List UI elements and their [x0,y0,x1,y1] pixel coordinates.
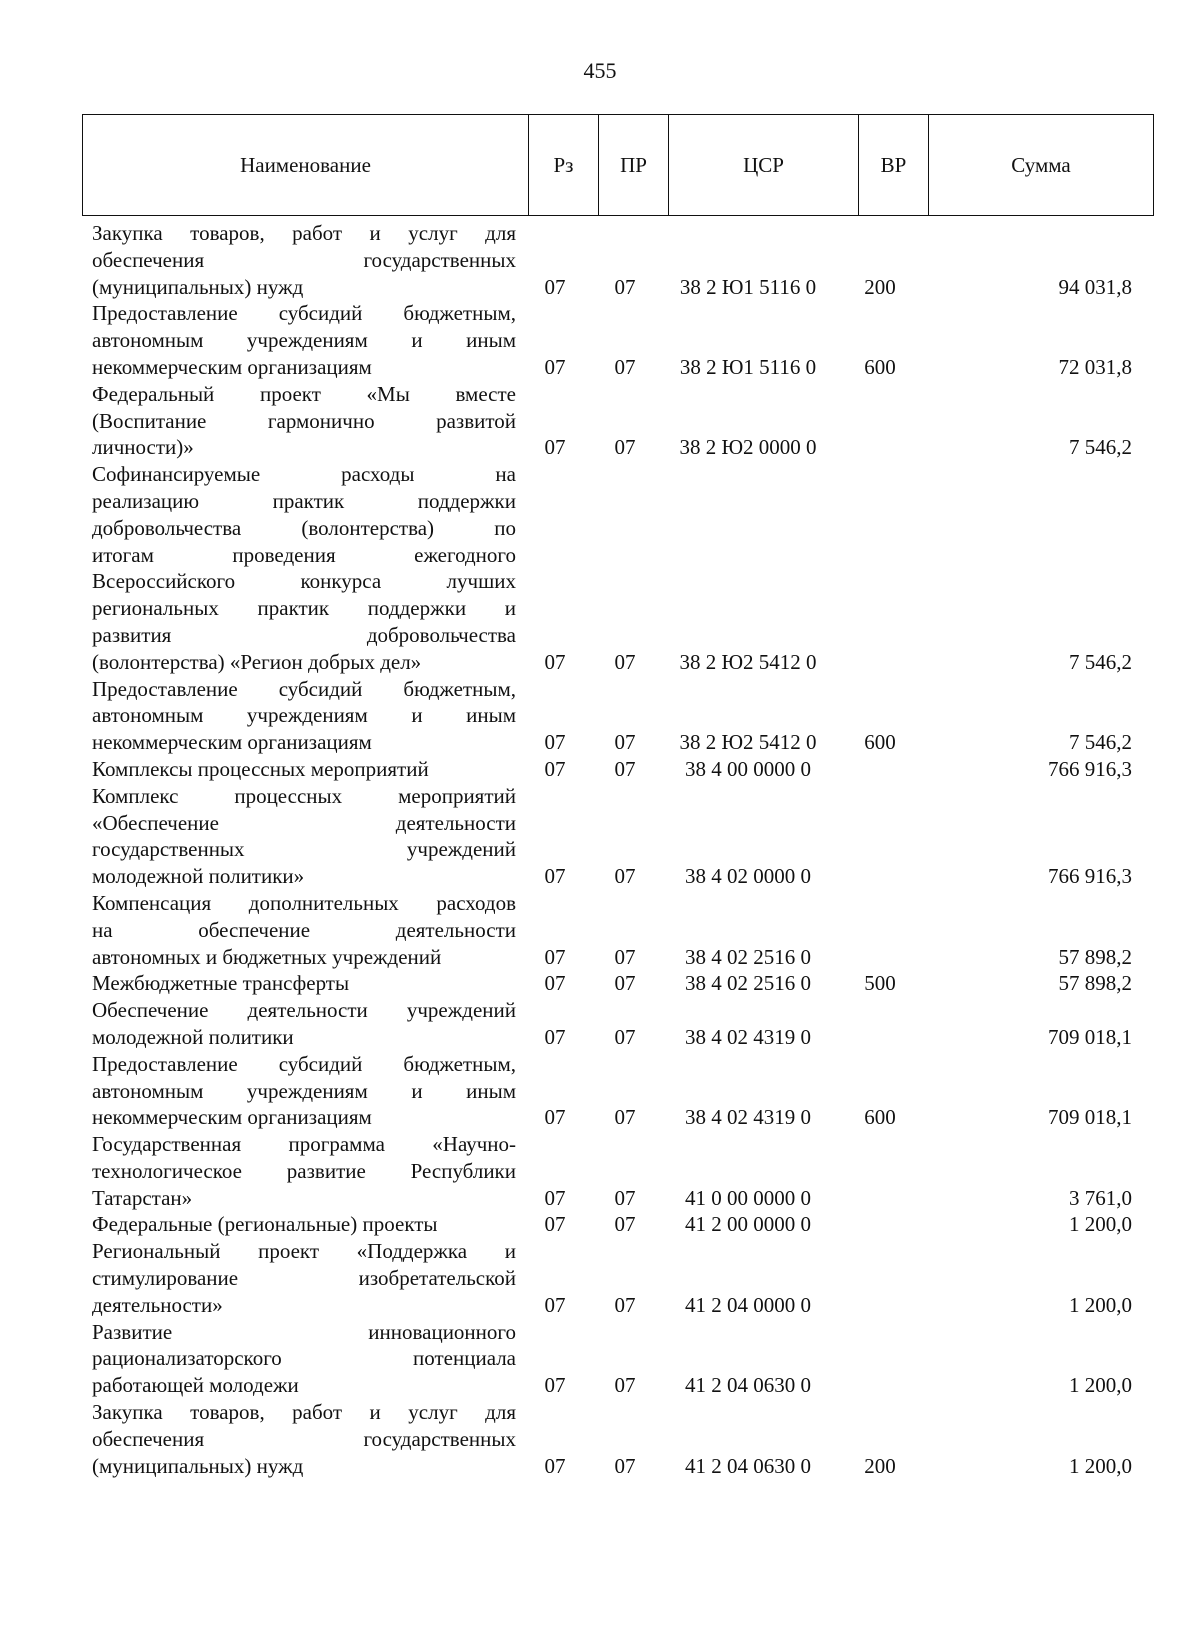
table-row [92,997,1132,1051]
row-name [92,1131,516,1211]
row-sum: 3 761,0 [1069,1185,1132,1210]
row-name [92,220,516,300]
row-csr: 38 2 Ю1 5116 0 [679,354,817,379]
row-pr: 07 [614,1292,636,1317]
row-name [92,890,516,970]
row-rz: 07 [544,1292,566,1317]
row-pr: 07 [614,435,636,460]
row-name-line: Обеспечение деятельности учреждений [92,998,516,1023]
row-name [92,1399,516,1479]
row-name [92,461,516,675]
row-sum: 7 546,2 [1069,435,1132,460]
row-vr: 200 [864,274,896,299]
row-name-line: обеспечения государственных [92,247,516,272]
row-rz: 07 [544,649,566,674]
row-csr: 38 4 02 4319 0 [685,1024,811,1049]
row-pr: 07 [614,1105,636,1130]
row-vr: 600 [864,354,896,379]
row-rz: 07 [544,730,566,755]
row-name-line: добровольчества (волонтерства) по [92,515,516,540]
row-name-line: технологическое развитие Республики [92,1158,516,1183]
page-number: 455 [583,58,617,83]
row-csr: 41 0 00 0000 0 [685,1185,811,1210]
row-name-line: государственных учреждений [92,837,516,862]
row-sum: 766 916,3 [1048,756,1132,781]
row-pr: 07 [614,1024,636,1049]
row-rz: 07 [544,756,566,781]
row-name [92,997,516,1051]
row-rz: 07 [544,274,566,299]
row-rz: 07 [544,971,566,996]
row-rz: 07 [544,435,566,460]
table-header [82,114,1154,216]
row-name-line: автономным учреждениям и иным [92,328,516,353]
row-name [92,1211,516,1238]
row-name-line: деятельности» [92,1292,223,1317]
row-name-line: Предоставление субсидий бюджетным, [92,301,516,326]
row-csr: 41 2 04 0630 0 [685,1453,811,1478]
row-rz: 07 [544,944,566,969]
row-csr: 41 2 04 0630 0 [685,1373,811,1398]
table-row [92,676,1132,756]
row-sum: 7 546,2 [1069,730,1132,755]
table-row [92,300,1132,380]
row-rz: 07 [544,1373,566,1398]
row-name-line: Межбюджетные трансферты [92,971,350,996]
row-rz: 07 [544,1185,566,1210]
row-pr: 07 [614,274,636,299]
row-name-line: (Воспитание гармонично развитой [92,408,516,433]
row-name-line: Федеральный проект «Мы вместе [92,381,516,406]
table-row [92,381,1132,461]
row-name [92,1319,516,1399]
header-pr: ПР [599,115,669,215]
row-csr: 38 2 Ю2 5412 0 [679,649,817,674]
row-name-line: (муниципальных) нужд [92,274,304,299]
table-row [92,1238,1132,1318]
row-csr: 38 4 02 2516 0 [685,944,811,969]
row-name [92,381,516,461]
row-pr: 07 [614,354,636,379]
row-pr: 07 [614,756,636,781]
row-vr: 500 [864,971,896,996]
row-pr: 07 [614,1453,636,1478]
row-csr: 38 4 02 4319 0 [685,1105,811,1130]
row-name-line: на обеспечение деятельности [92,917,516,942]
row-name-line: Закупка товаров, работ и услуг для [92,221,516,245]
row-name-line: автономным учреждениям и иным [92,703,516,728]
row-sum: 1 200,0 [1069,1373,1132,1398]
row-sum: 1 200,0 [1069,1292,1132,1317]
row-pr: 07 [614,971,636,996]
row-csr: 38 2 Ю2 0000 0 [679,435,817,460]
row-name-line: Развитие инновационного [92,1319,516,1344]
row-sum: 57 898,2 [1058,971,1132,996]
row-name [92,756,516,783]
table-row [92,220,1132,300]
row-vr: 600 [864,730,896,755]
row-name-line: обеспечения государственных [92,1426,516,1451]
row-name-line: личности)» [92,435,194,460]
row-name-line: «Обеспечение деятельности [92,810,516,835]
row-rz: 07 [544,1453,566,1478]
row-name-line: итогам проведения ежегодного [92,542,516,567]
row-name [92,1238,516,1318]
row-name-line: Софинансируемые расходы на [92,462,516,487]
row-pr: 07 [614,649,636,674]
row-name-line: Всероссийского конкурса лучших [92,569,516,594]
row-pr: 07 [614,1373,636,1398]
row-name-line: молодежной политики [92,1024,294,1049]
header-name: Наименование [83,115,529,215]
row-sum: 7 546,2 [1069,649,1132,674]
row-sum: 72 031,8 [1058,354,1132,379]
header-sum: Сумма [1011,152,1071,177]
table-row [92,890,1132,970]
row-sum: 1 200,0 [1069,1453,1132,1478]
row-name-line: Компенсация дополнительных расходов [92,890,516,915]
row-sum: 1 200,0 [1069,1212,1132,1237]
table-row [92,461,1132,675]
header-vr: ВР [859,115,929,215]
row-sum: 766 916,3 [1048,864,1132,889]
row-name-line: Комплексы процессных мероприятий [92,756,429,781]
row-pr: 07 [614,1185,636,1210]
row-name [92,970,516,997]
row-csr: 38 2 Ю2 5412 0 [679,730,817,755]
row-rz: 07 [544,1024,566,1049]
row-sum: 709 018,1 [1048,1024,1132,1049]
row-name-line: (волонтерства) «Регион добрых дел» [92,649,422,674]
table-row [92,1131,1132,1211]
table-body [92,220,1132,1479]
row-name-line: молодежной политики» [92,864,305,889]
table-row [92,783,1132,890]
row-name-line: Комплекс процессных мероприятий [92,783,516,808]
table-row [92,1399,1132,1479]
row-sum: 57 898,2 [1058,944,1132,969]
row-name-line: развития добровольчества [92,622,516,647]
table-row [92,970,1132,997]
row-name-line: рационализаторского потенциала [92,1346,516,1371]
row-vr: 600 [864,1105,896,1130]
row-sum: 94 031,8 [1058,274,1132,299]
header-csr: ЦСР [669,115,859,215]
row-name-line: Государственная программа «Научно- [92,1132,516,1157]
row-csr: 41 2 00 0000 0 [685,1212,811,1237]
row-pr: 07 [614,864,636,889]
row-rz: 07 [544,1105,566,1130]
row-sum: 709 018,1 [1048,1105,1132,1130]
row-name-line: некоммерческим организациям [92,730,372,755]
row-name-line: работающей молодежи [92,1373,299,1398]
table-row [92,756,1132,783]
table-row [92,1051,1132,1131]
row-rz: 07 [544,354,566,379]
table-row [92,1211,1132,1238]
row-name-line: автономным учреждениям и иным [92,1078,516,1103]
row-rz: 07 [544,864,566,889]
row-name [92,1051,516,1131]
table-row [92,1319,1132,1399]
header-rz: Рз [529,115,599,215]
row-name-line: некоммерческим организациям [92,354,372,379]
row-csr: 38 4 02 2516 0 [685,971,811,996]
row-name [92,300,516,380]
row-csr: 38 4 00 0000 0 [685,756,811,781]
row-name [92,676,516,756]
row-name-line: автономных и бюджетных учреждений [92,944,442,969]
row-name-line: региональных практик поддержки и [92,596,516,621]
row-pr: 07 [614,730,636,755]
row-name-line: Региональный проект «Поддержка и [92,1239,516,1264]
row-pr: 07 [614,944,636,969]
row-name-line: Закупка товаров, работ и услуг для [92,1400,516,1425]
row-pr: 07 [614,1212,636,1237]
row-rz: 07 [544,1212,566,1237]
row-csr: 38 2 Ю1 5116 0 [679,274,817,299]
row-csr: 41 2 04 0000 0 [685,1292,811,1317]
row-name-line: Татарстан» [92,1185,193,1210]
row-name-line: Федеральные (региональные) проекты [92,1212,438,1237]
row-csr: 38 4 02 0000 0 [685,864,811,889]
row-name-line: некоммерческим организациям [92,1105,372,1130]
row-name-line: реализацию практик поддержки [92,488,516,513]
row-name-line: стимулирование изобретательской [92,1266,516,1291]
row-name-line: Предоставление субсидий бюджетным, [92,1051,516,1076]
row-vr: 200 [864,1453,896,1478]
row-name [92,783,516,890]
row-name-line: Предоставление субсидий бюджетным, [92,676,516,701]
row-name-line: (муниципальных) нужд [92,1453,304,1478]
